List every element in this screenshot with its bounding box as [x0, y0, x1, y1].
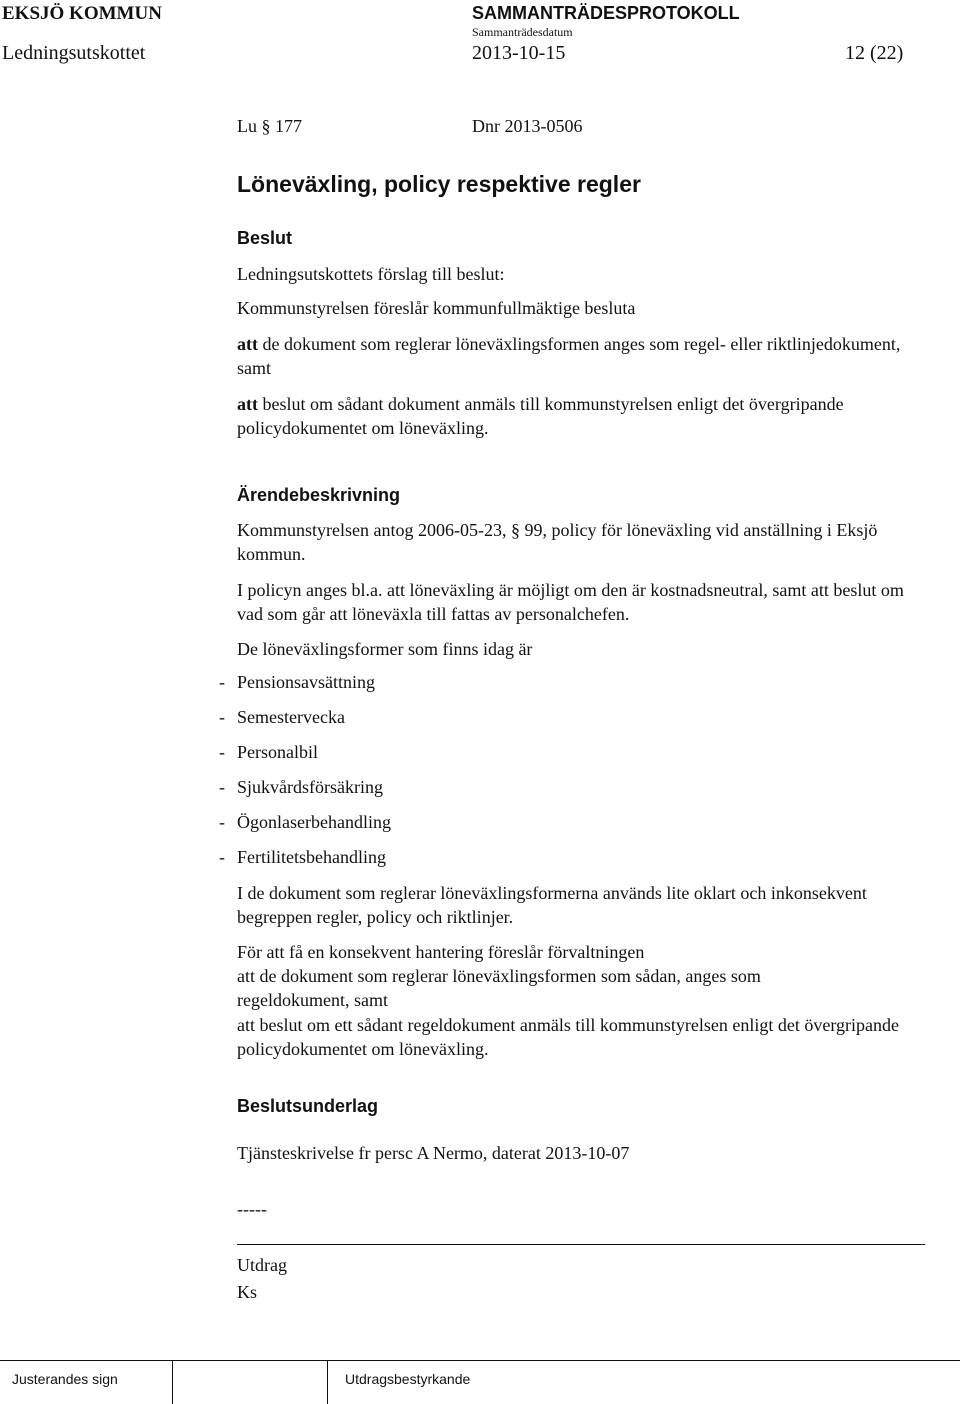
footer-sign-label: Justerandes sign	[12, 1371, 118, 1387]
list-dash: -	[219, 672, 225, 692]
list-item: Fertilitetsbehandling	[237, 847, 386, 867]
description-p1: Kommunstyrelsen antog 2006-05-23, § 99, policy för löneväxling vid anställning i Eksjö kommun.	[237, 520, 878, 564]
decision-intro-2: Kommunstyrelsen föreslår kommunfullmäktige besluta	[237, 298, 636, 318]
decision-att-1-text: de dokument som reglerar löneväxlingsformen anges som regel- eller riktlinjedokument, samt	[237, 334, 901, 378]
list-item: Ögonlaserbehandling	[237, 812, 391, 832]
case-title: Löneväxling, policy respektive regler	[237, 171, 641, 197]
case-number: Lu § 177	[237, 116, 302, 136]
committee-name: Ledningsutskottet	[2, 42, 146, 64]
document-type: SAMMANTRÄDESPROTOKOLL	[472, 3, 740, 23]
decision-att-2-text: beslut om sådant dokument anmäls till kommunstyrelsen enligt det övergripande policydokumentet om löneväxling.	[237, 394, 844, 438]
description-p5-line3: att beslut om ett sådant regeldokument anmäls till kommunstyrelsen enligt det övergripande policydokumentet om löneväxling.	[237, 1015, 900, 1059]
basis-item: Tjänsteskrivelse fr persc A Nermo, daterat 2013-10-07	[237, 1143, 630, 1163]
basis-separator: -----	[237, 1199, 267, 1219]
list-dash: -	[219, 707, 225, 727]
page-number: 12 (22)	[845, 42, 904, 64]
decision-att-2	[237, 392, 927, 440]
description-heading: Ärendebeskrivning	[237, 485, 401, 505]
distribution-line-1: Utdrag	[237, 1255, 287, 1275]
distribution-divider	[237, 1244, 925, 1245]
case-dnr: Dnr 2013-0506	[472, 116, 583, 136]
list-item: Pensionsavsättning	[237, 672, 375, 692]
list-dash: -	[219, 847, 225, 867]
distribution-line-2: Ks	[237, 1282, 258, 1302]
basis-heading: Beslutsunderlag	[237, 1096, 379, 1116]
date-label: Sammanträdesdatum	[472, 25, 573, 39]
meeting-date: 2013-10-15	[472, 42, 566, 64]
list-item: Personalbil	[237, 742, 318, 762]
footer-divider	[0, 1360, 960, 1361]
decision-heading: Beslut	[237, 228, 293, 248]
description-p2: I policyn anges bl.a. att löneväxling är möjligt om den är kostnadsneutral, samt att beslut om vad som går att löneväxla till fattas av personalchefen.	[237, 580, 904, 624]
att-word: att	[237, 334, 258, 354]
decision-intro-1: Ledningsutskottets förslag till beslut:	[237, 264, 505, 284]
footer-separator	[327, 1360, 328, 1404]
description-p4: I de dokument som reglerar löneväxlingsformerna används lite oklart och inkonsekvent begreppen regler, policy och riktlinjer.	[237, 883, 867, 927]
list-item: Semestervecka	[237, 707, 345, 727]
organization-name: EKSJÖ KOMMUN	[2, 3, 162, 24]
description-p5-line1: För att få en konsekvent hantering föreslår förvaltningen	[237, 942, 645, 962]
list-dash: -	[219, 742, 225, 762]
att-word: att	[237, 394, 258, 414]
description-p5-line2: att de dokument som reglerar löneväxlingsformen som sådan, anges som regeldokument, samt	[237, 966, 761, 1010]
list-dash: -	[219, 777, 225, 797]
footer-separator	[172, 1360, 173, 1404]
footer-extract-label: Utdragsbestyrkande	[345, 1371, 471, 1387]
list-item: Sjukvårdsförsäkring	[237, 777, 383, 797]
decision-att-1	[237, 332, 927, 380]
list-dash: -	[219, 812, 225, 832]
description-p3: De löneväxlingsformer som finns idag är	[237, 639, 533, 659]
